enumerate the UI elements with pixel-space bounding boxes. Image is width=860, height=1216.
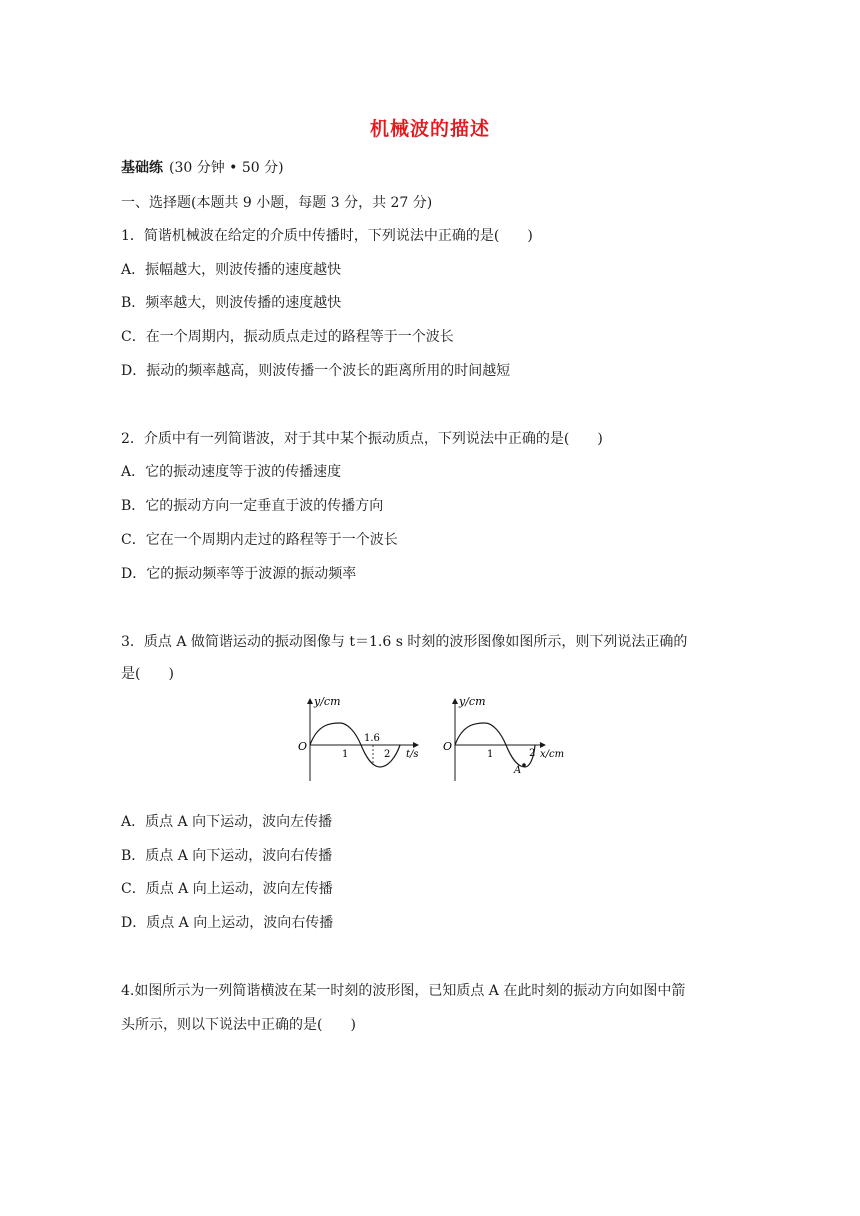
- section-label: 基础练: [121, 160, 163, 176]
- waveform-graph: [443, 695, 564, 781]
- question-1-option-c: C．在一个周期内，振动质点走过的路程等于一个波长: [121, 329, 454, 345]
- question-3-option-c: C．质点 A 向上运动，波向左传播: [121, 881, 333, 897]
- question-3-stem-line1: 3．质点 A 做简谐运动的振动图像与 t＝1.6 s 时刻的波形图像如图所示，则下列说法正确的: [121, 634, 688, 650]
- point-a-label: A: [514, 765, 522, 776]
- question-2-stem: 2．介质中有一列简谐波，对于其中某个振动质点，下列说法中正确的是( ): [121, 431, 603, 447]
- vibration-marker-label: 1.6: [364, 733, 380, 744]
- question-3-option-d: D．质点 A 向上运动，波向右传播: [121, 915, 334, 931]
- question-2-option-a: A．它的振动速度等于波的传播速度: [121, 464, 342, 480]
- question-2-option-b: B．它的振动方向一定垂直于波的传播方向: [121, 498, 384, 514]
- waveform-tick-1: 1: [487, 749, 494, 760]
- vibration-y-label: y/cm: [314, 695, 341, 708]
- vibration-origin: O: [298, 740, 308, 753]
- question-3-figure: [290, 693, 590, 785]
- question-4-stem-line1: 4.如图所示为一列简谐横波在某一时刻的波形图，已知质点 A 在此时刻的振动方向如图中箭: [121, 983, 686, 999]
- question-1-option-a: A．振幅越大，则波传播的速度越快: [121, 262, 342, 278]
- question-3-stem-line2: 是( ): [121, 666, 174, 682]
- question-2-option-c: C．它在一个周期内走过的路程等于一个波长: [121, 532, 398, 548]
- vibration-tick-1: 1: [342, 749, 349, 760]
- vibration-tick-2: 2: [384, 749, 391, 760]
- question-3-option-a: A．质点 A 向下运动，波向左传播: [121, 814, 333, 830]
- waveform-origin: O: [443, 740, 453, 753]
- waveform-y-label: y/cm: [459, 695, 486, 708]
- vibration-x-label: t/s: [406, 749, 419, 760]
- question-1-option-d: D．振动的频率越高，则波传播一个波长的距离所用的时间越短: [121, 363, 511, 379]
- waveform-tick-2: 2: [529, 748, 536, 759]
- waveform-x-label: x/cm: [540, 749, 565, 760]
- question-3-option-b: B．质点 A 向下运动，波向右传播: [121, 848, 333, 864]
- part-header: 一、选择题(本题共 9 小题，每题 3 分，共 27 分): [121, 195, 433, 211]
- wave-graphs-svg: [290, 693, 590, 785]
- question-2-option-d: D．它的振动频率等于波源的振动频率: [121, 566, 357, 582]
- question-1-stem: 1．简谐机械波在给定的介质中传播时，下列说法中正确的是( ): [121, 228, 533, 244]
- point-a-dot: [522, 763, 526, 767]
- section-header: [121, 158, 284, 178]
- question-1-option-b: B．频率越大，则波传播的速度越快: [121, 295, 342, 311]
- section-meta: (30 分钟 • 50 分): [169, 160, 284, 176]
- question-4-stem-line2: 头所示，则以下说法中正确的是( ): [121, 1017, 356, 1033]
- vibration-graph: [298, 695, 419, 781]
- page-title: 机械波的描述: [369, 118, 490, 140]
